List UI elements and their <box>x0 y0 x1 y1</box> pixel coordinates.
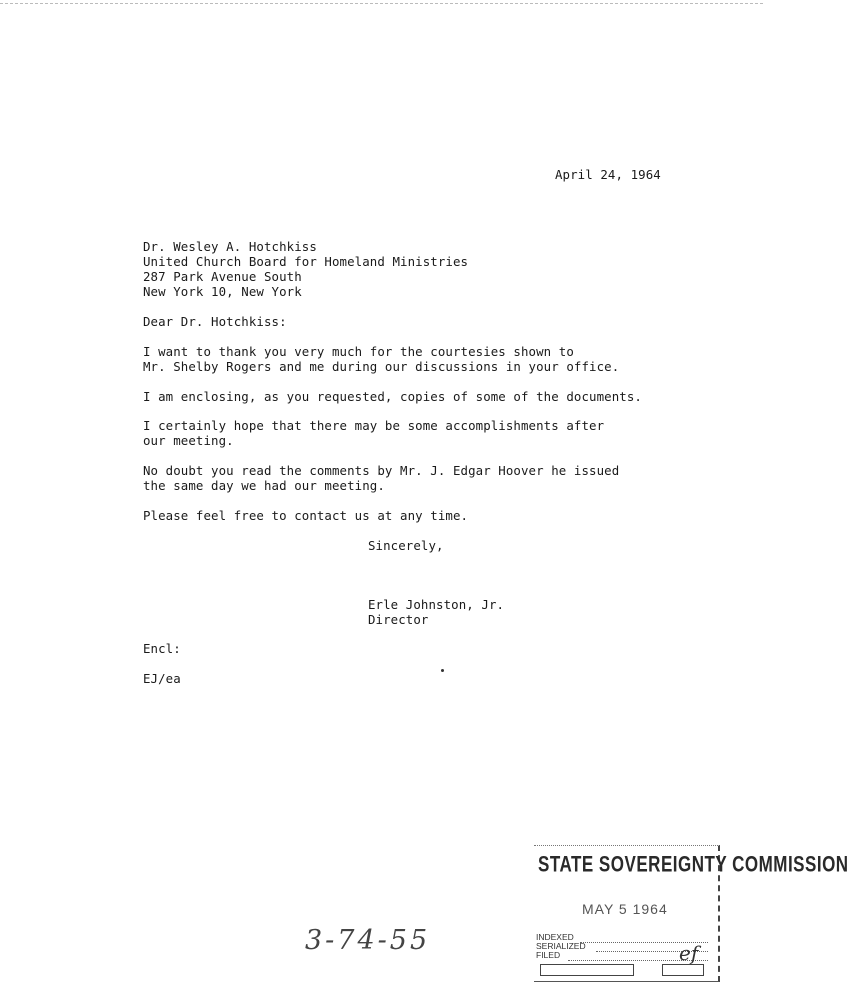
stamp-serialized: SERIALIZED <box>536 941 586 951</box>
page-top-border <box>0 3 763 4</box>
signer-title: Director <box>368 612 429 627</box>
stamp-box-right <box>662 964 704 976</box>
paragraph-1-line-2: Mr. Shelby Rogers and me during our discussions in your office. <box>143 359 620 374</box>
signer-name: Erle Johnston, Jr. <box>368 597 505 612</box>
enclosure-label: Encl: <box>143 641 181 656</box>
recipient-name: Dr. Wesley A. Hotchkiss <box>143 239 317 254</box>
paragraph-3-line-1: I certainly hope that there may be some accomplishments after <box>143 418 605 433</box>
stamp-date: MAY 5 1964 <box>582 901 668 917</box>
stamp-filed: FILED <box>536 950 561 960</box>
typist-initials: EJ/ea <box>143 671 181 686</box>
recipient-city: New York 10, New York <box>143 284 302 299</box>
paragraph-5-line-1: Please feel free to contact us at any time. <box>143 508 469 523</box>
paragraph-4-line-1: No doubt you read the comments by Mr. J. Edgar Hoover he issued <box>143 463 620 478</box>
paragraph-1-line-1: I want to thank you very much for the courtesies shown to <box>143 344 574 359</box>
letter-date: April 24, 1964 <box>555 167 661 182</box>
salutation: Dear Dr. Hotchkiss: <box>143 314 287 329</box>
stamp-handwritten-initials: ef <box>679 941 699 965</box>
recipient-organization: United Church Board for Homeland Ministries <box>143 254 469 269</box>
received-stamp <box>534 845 849 982</box>
recipient-street: 287 Park Avenue South <box>143 269 302 284</box>
stamp-box-left <box>540 964 634 976</box>
stamp-indexed: INDEXED <box>536 932 574 942</box>
handwritten-file-number: 3-74-55 <box>305 925 431 956</box>
stamp-header: STATE SOVEREIGNTY COMMISSION <box>538 852 849 877</box>
paragraph-2-line-1: I am enclosing, as you requested, copies of some of the documents. <box>143 389 642 404</box>
paragraph-3-line-2: our meeting. <box>143 433 234 448</box>
closing: Sincerely, <box>368 538 444 553</box>
paragraph-4-line-2: the same day we had our meeting. <box>143 478 385 493</box>
ink-speck <box>441 669 444 672</box>
